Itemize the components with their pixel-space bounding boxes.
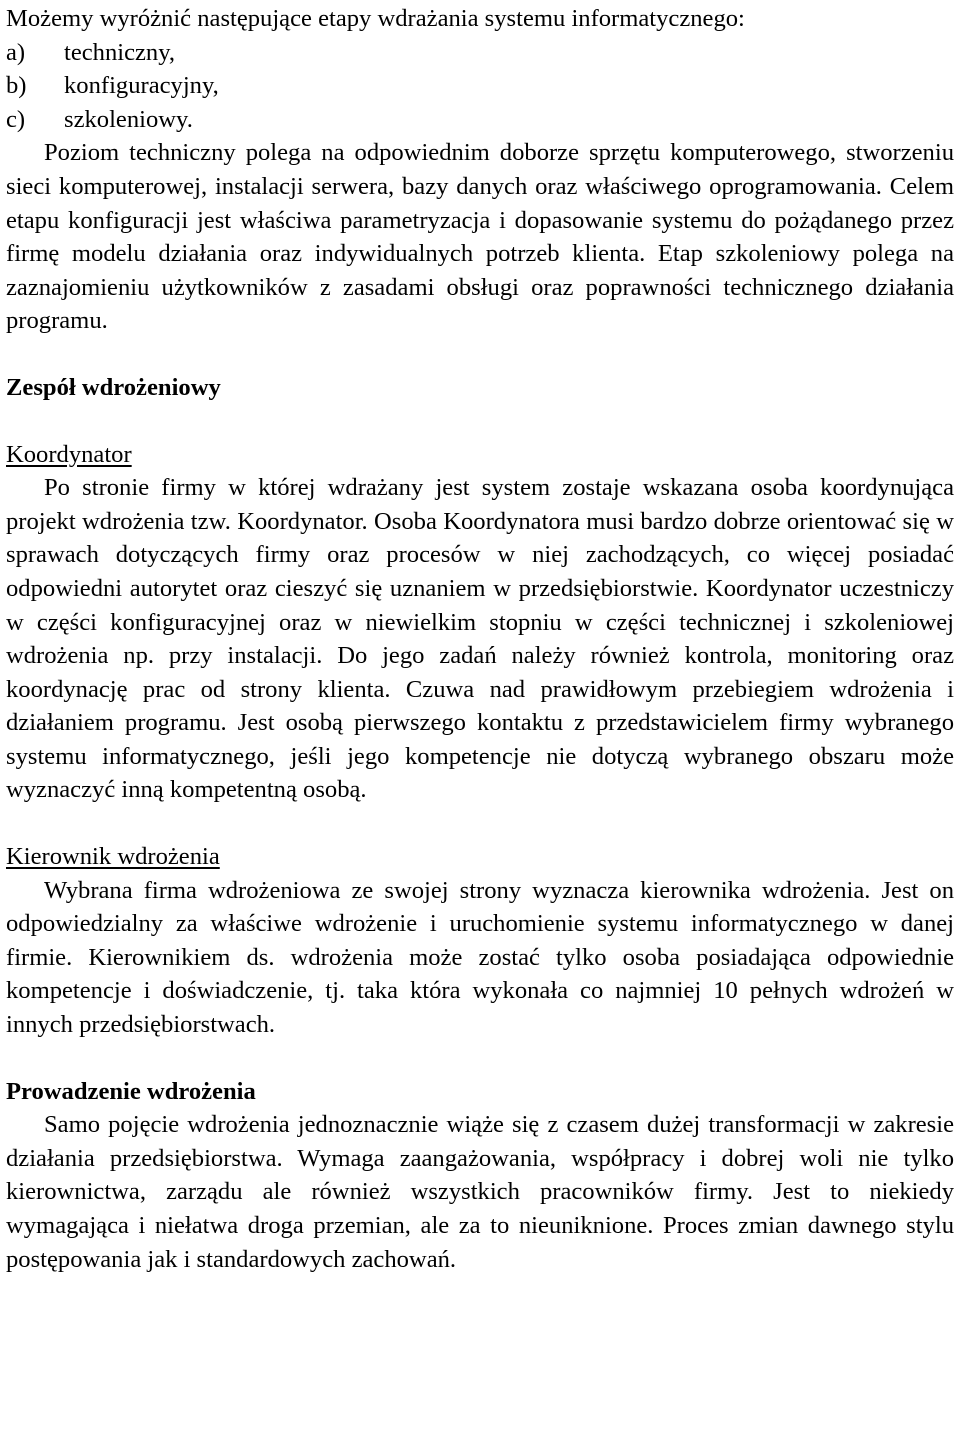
section-title-conduct: Prowadzenie wdrożenia bbox=[6, 1077, 256, 1105]
list-item bbox=[6, 103, 954, 137]
conduct-paragraph: Samo pojęcie wdrożenia jednoznacznie wiąże się z czasem dużej transformacji w zakresie działania przedsiębiorstwa. Wymaga zaangażowania, współpracy i dobrej woli nie tylko kierownictwa, zarządu ale również wszystkich pracowników firmy. Jest to niekiedy wymagająca i niełatwa droga przemian, ale za to nieuniknione. Proces zmian dawnego stylu postępowania jak i standardowych zachowań. bbox=[6, 1111, 954, 1273]
section-title-team: Zespół wdrożeniowy bbox=[6, 373, 221, 401]
subsection-title-manager: Kierownik wdrożenia bbox=[6, 843, 220, 871]
stages-list bbox=[6, 36, 954, 137]
list-item bbox=[6, 69, 954, 103]
list-item-label: konfiguracyjny, bbox=[64, 72, 219, 100]
list-item-label: techniczny, bbox=[64, 38, 176, 66]
list-item bbox=[6, 36, 954, 70]
list-marker: a) bbox=[6, 38, 26, 66]
list-marker: c) bbox=[6, 105, 26, 133]
coordinator-paragraph: Po stronie firmy w której wdrażany jest system zostaje wskazana osoba koordynująca projekt wdrożenia tzw. Koordynator. Osoba Koordynatora musi bardzo dobrze orientować się w sprawach dotyczących firmy oraz procesów w niej zachodzących, co więcej posiadać odpowiedni autorytet oraz cieszyć się uznaniem w przedsiębiorstwie. Koordynator uczestniczy w części konfiguracyjnej oraz w niewielkim stopniu w części technicznej i szkoleniowej wdrożenia np. przy instalacji. Do jego zadań należy również kontrola, monitoring oraz koordynację prac od strony klienta. Czuwa nad prawidłowym przebiegiem wdrożenia i działaniem programu. Jest osobą pierwszego kontaktu z przedstawicielem firmy wybranego systemu informatycznego, jeśli jego kompetencje nie dotyczą wybranego obszaru może wyznaczyć inną kompetentną osobą. bbox=[6, 474, 954, 804]
intro-paragraph: Poziom techniczny polega na odpowiednim doborze sprzętu komputerowego, stworzeniu sieci komputerowej, instalacji serwera, bazy danych oraz właściwego oprogramowania. Celem etapu konfiguracji jest właściwa parametryzacja i dopasowanie systemu do pożądanego przez firmę modelu działania oraz indywidualnych potrzeb klienta. Etap szkoleniowy polega na zaznajomieniu użytkowników z zasadami obsługi oraz poprawności technicznego działania programu. bbox=[6, 139, 954, 335]
list-marker: b) bbox=[6, 72, 27, 100]
list-item-label: szkoleniowy. bbox=[64, 105, 193, 133]
manager-paragraph: Wybrana firma wdrożeniowa ze swojej strony wyznacza kierownika wdrożenia. Jest on odpowiedzialny za właściwe wdrożenie i uruchomienie systemu informatycznego w danej firmie. Kierownikiem ds. wdrożenia może zostać tylko osoba posiadająca odpowiednie kompetencje i doświadczenie, tj. taka która wykonała co najmniej 10 pełnych wdrożeń w innych przedsiębiorstwach. bbox=[6, 876, 954, 1039]
subsection-title-coordinator: Koordynator bbox=[6, 440, 132, 468]
intro-lead: Możemy wyróżnić następujące etapy wdrażania systemu informatycznego: bbox=[6, 5, 745, 32]
